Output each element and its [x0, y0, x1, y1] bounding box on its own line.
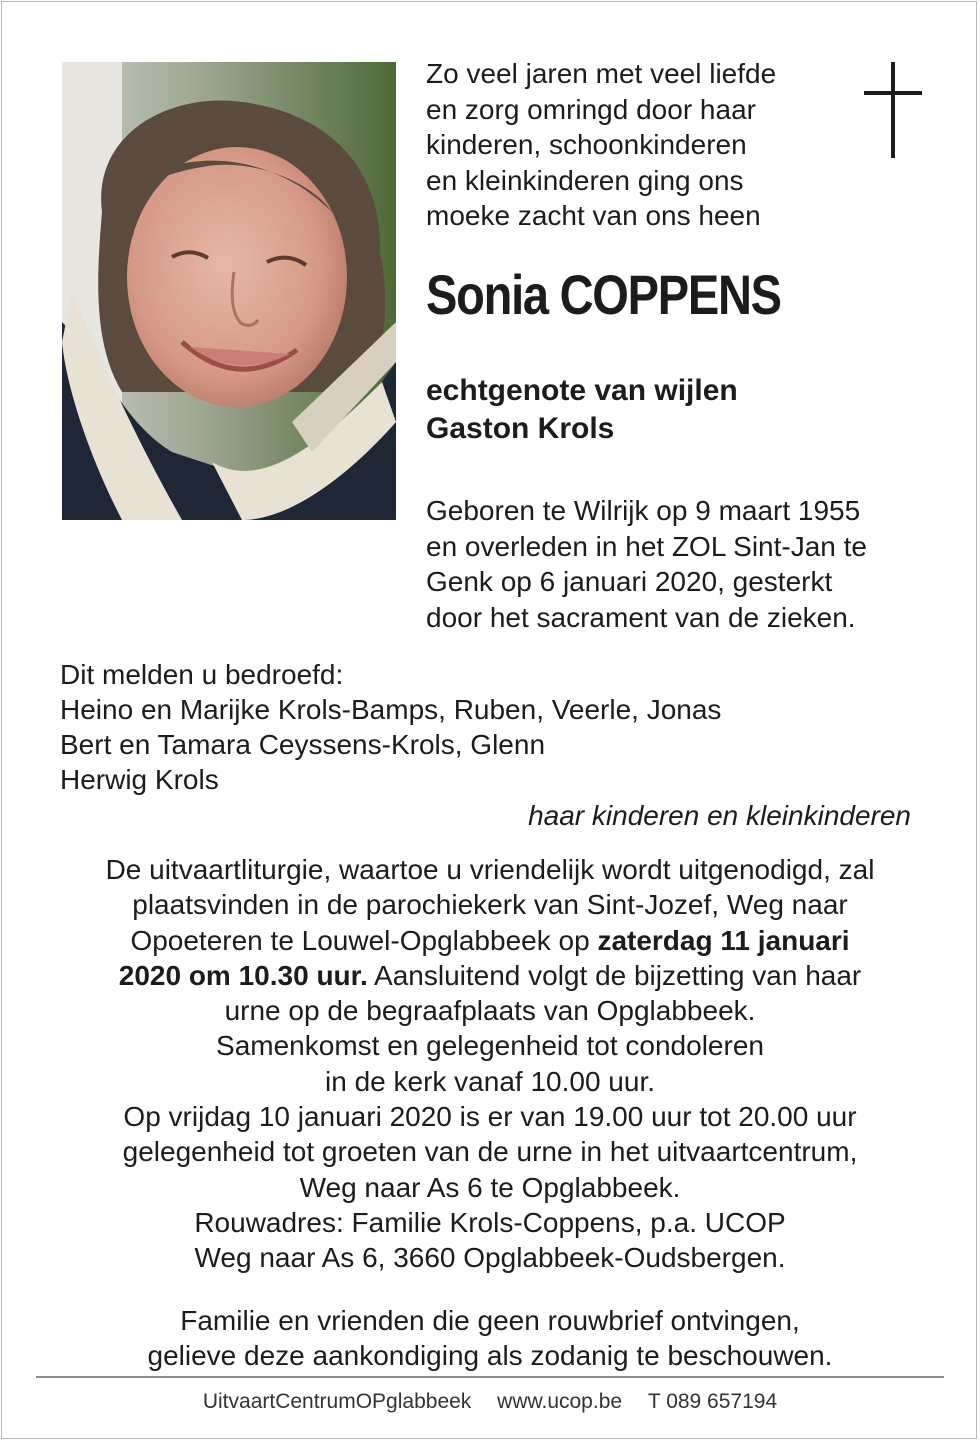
- ceremony-line: Weg naar As 6 te Opglabbeek.: [299, 1171, 681, 1203]
- footer-phone: T 089 657194: [647, 1390, 778, 1413]
- ceremony-line: urne op de begraafplaats van Opglabbeek.: [224, 995, 756, 1027]
- deceased-name: Sonia COPPENS: [426, 263, 781, 326]
- closing-note: [40, 1303, 940, 1373]
- intro-verse: [426, 56, 776, 234]
- cross-icon: [864, 62, 922, 160]
- birth-line: door het sacrament van de zieken.: [426, 601, 856, 633]
- birth-line: en overleden in het ZOL Sint-Jan te: [426, 530, 867, 562]
- ceremony-text: Opoeteren te Louwel-Opglabbeek op: [130, 924, 598, 956]
- ceremony-time: 2020 om 10.30 uur.: [118, 959, 368, 991]
- ceremony-info: [40, 852, 940, 1276]
- ceremony-line: De uitvaartliturgie, waartoe u vriendelijk wordt uitgenodigd, zal: [105, 854, 875, 885]
- ceremony-line: Samenkomst en gelegenheid tot condoleren: [216, 1030, 764, 1062]
- ceremony-line: Weg naar As 6, 3660 Opglabbeek-Oudsbergen.: [194, 1242, 786, 1274]
- portrait-photo: [62, 62, 396, 520]
- ceremony-line: [40, 958, 940, 993]
- intro-line: en kleinkinderen ging ons: [426, 164, 744, 196]
- ceremony-line: Rouwadres: Familie Krols-Coppens, p.a. UCOP: [194, 1206, 786, 1238]
- spouse-info: [426, 372, 738, 448]
- intro-line: moeke zacht van ons heen: [426, 200, 761, 231]
- intro-line: en zorg omringd door haar: [426, 93, 756, 125]
- ceremony-line: Op vrijdag 10 januari 2020 is er van 19.00 uur tot 20.00 uur: [123, 1101, 857, 1133]
- ceremony-line: [40, 923, 940, 958]
- ceremony-date: zaterdag 11 januari: [597, 924, 850, 956]
- ceremony-line: gelegenheid tot groeten van de urne in het uitvaartcentrum,: [122, 1136, 858, 1168]
- family-line: Herwig Krols: [60, 764, 219, 795]
- family-line: Heino en Marijke Krols-Bamps, Ruben, Veerle, Jonas: [60, 694, 722, 725]
- note-line: Familie en vrienden die geen rouwbrief ontvingen,: [180, 1305, 800, 1336]
- family-role: haar kinderen en kleinkinderen: [528, 800, 911, 831]
- intro-line: kinderen, schoonkinderen: [426, 129, 747, 160]
- birth-line: Geboren te Wilrijk op 9 maart 1955: [426, 495, 861, 526]
- family-line: Bert en Tamara Ceyssens-Krols, Glenn: [60, 729, 546, 760]
- note-line: gelieve deze aankondiging als zodanig te beschouwen.: [147, 1340, 833, 1371]
- footer: [0, 1390, 980, 1414]
- spouse-line: echtgenote van wijlen: [426, 374, 738, 407]
- footer-company: UitvaartCentrumOPglabbeek: [202, 1390, 472, 1413]
- spouse-name: Gaston Krols: [426, 412, 615, 445]
- ceremony-line: plaatsvinden in de parochiekerk van Sint-Jozef, Weg naar: [132, 889, 848, 921]
- footer-divider: [36, 1376, 944, 1378]
- ceremony-line: in de kerk vanaf 10.00 uur.: [325, 1065, 655, 1097]
- intro-line: Zo veel jaren met veel liefde: [426, 58, 777, 89]
- ceremony-text: Aansluitend volgt de bijzetting van haar: [367, 959, 862, 991]
- footer-website[interactable]: www.ucop.be: [497, 1390, 623, 1413]
- birth-death-info: [426, 493, 867, 635]
- family-line: Dit melden u bedroefd:: [60, 659, 344, 690]
- family-list: [60, 657, 721, 797]
- birth-line: Genk op 6 januari 2020, gesterkt: [426, 566, 833, 597]
